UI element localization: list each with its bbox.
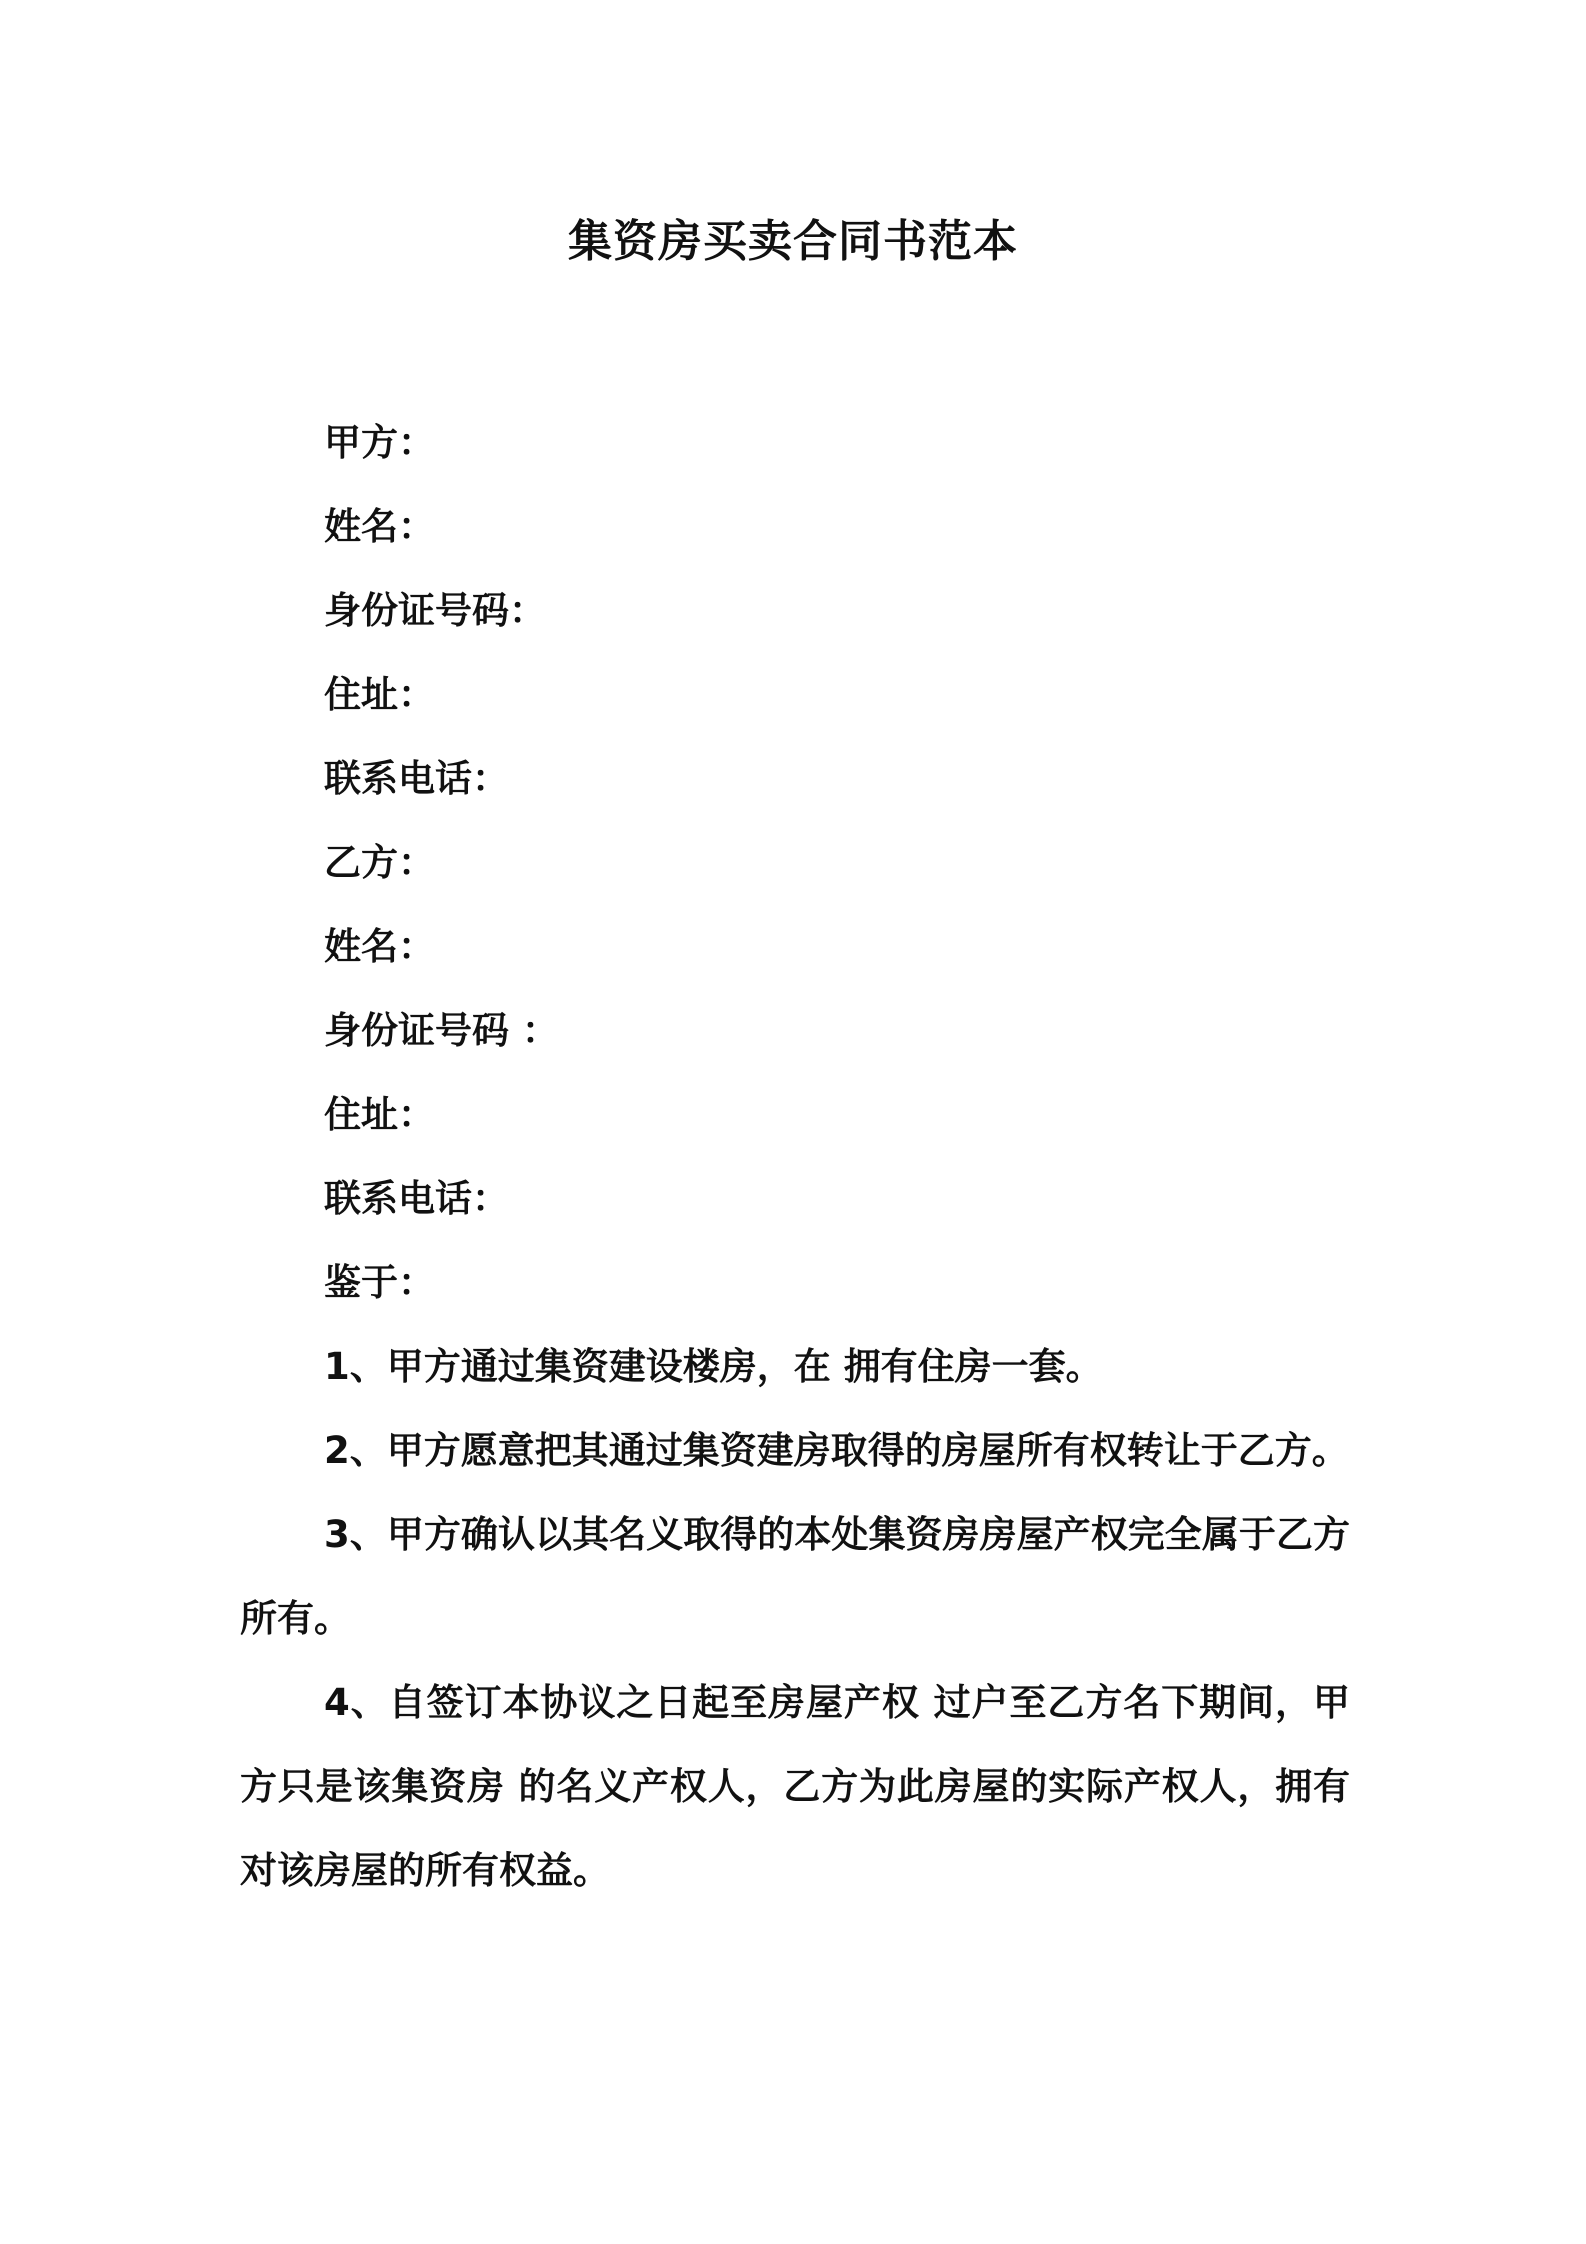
party-a-phone-label: 联系电话： [324, 757, 509, 800]
document-title: 集资房买卖合同书范本 [568, 216, 1018, 267]
party-b-address-label: 住址： [324, 1093, 435, 1136]
party-b-name-label: 姓名： [324, 925, 435, 968]
document-body [240, 401, 1350, 1913]
whereas-label: 鉴于： [324, 1261, 435, 1304]
party-b-heading: 乙方： [324, 841, 435, 884]
clause-2: 2、甲方愿意把其通过集资建房取得的房屋所有权转让于乙方。 [324, 1429, 1349, 1472]
party-a-name-label: 姓名： [324, 505, 435, 548]
clause-1: 1、甲方通过集资建设楼房，在 拥有住房一套。 [324, 1345, 1103, 1388]
party-a-address-label: 住址： [324, 673, 435, 716]
party-b-id-label: 身份证号码 ： [324, 1009, 559, 1052]
party-a-id-label: 身份证号码： [324, 589, 546, 632]
party-a-heading: 甲方： [324, 421, 435, 464]
party-b-phone-label: 联系电话： [324, 1177, 509, 1220]
clause-3: 3、甲方确认以其名义取得的本处集资房房屋产权完全属于乙方所有。 [240, 1513, 1350, 1640]
clause-4: 4、自签订本协议之日起至房屋产权 过户至乙方名下期间，甲方只是该集资房 的名义产权人，乙方为此房屋的实际产权人，拥有对该房屋的所有权益。 [240, 1681, 1350, 1892]
